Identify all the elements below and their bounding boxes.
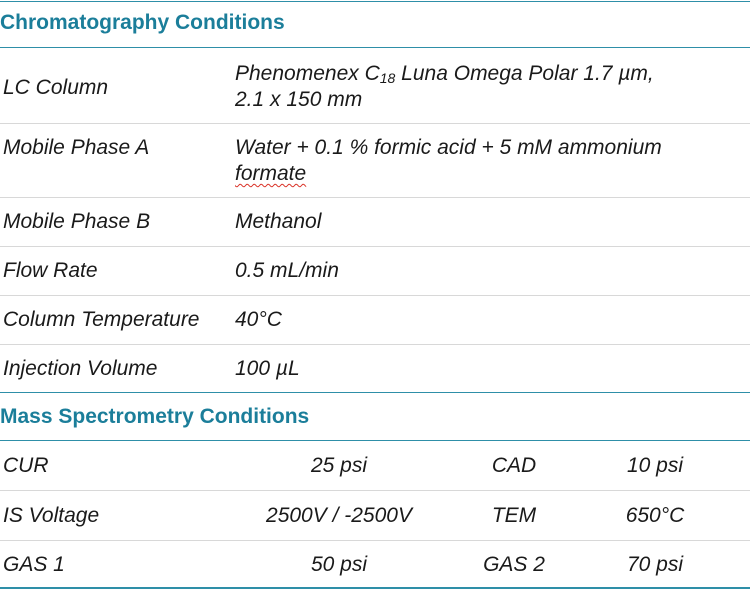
mass-spec-heading: Mass Spectrometry Conditions — [0, 405, 310, 428]
heading-rule — [0, 47, 750, 48]
chromatography-heading: Chromatography Conditions — [0, 11, 285, 34]
injection-volume-value: 100 µL — [235, 357, 300, 380]
mobile-phase-b-value: Methanol — [235, 210, 322, 233]
injection-volume-label: Injection Volume — [3, 357, 158, 380]
top-rule — [0, 1, 750, 2]
flow-rate-label: Flow Rate — [3, 259, 98, 282]
flow-rate-value: 0.5 mL/min — [235, 259, 339, 282]
tem-value: 650°C — [625, 504, 685, 527]
gas-1-label: GAS 1 — [3, 553, 65, 576]
mobile-phase-b-label: Mobile Phase B — [3, 210, 151, 233]
lc-column-value-line2: 2.1 x 150 mm — [235, 88, 363, 111]
row-divider — [0, 295, 750, 296]
cur-label: CUR — [3, 454, 49, 477]
cur-value: 25 psi — [310, 454, 368, 477]
lc-column-value-post: Luna Omega Polar 1.7 µm, — [395, 62, 654, 85]
bottom-rule — [0, 587, 750, 589]
row-divider — [0, 197, 750, 198]
is-voltage-value: 2500V / -2500V — [266, 504, 412, 527]
row-divider — [0, 540, 750, 541]
lc-column-value-pre: Phenomenex C — [235, 62, 380, 85]
column-temperature-label: Column Temperature — [3, 308, 200, 331]
lc-column-label: LC Column — [3, 76, 109, 99]
cad-label: CAD — [491, 454, 537, 477]
cad-value: 10 psi — [626, 454, 684, 477]
row-divider — [0, 246, 750, 247]
gas-2-value: 70 psi — [626, 553, 684, 576]
tem-label: TEM — [491, 504, 537, 527]
mobile-phase-a-value-line1: Water + 0.1 % formic acid + 5 mM ammonium — [235, 136, 662, 159]
row-divider — [0, 123, 750, 124]
mobile-phase-a-label: Mobile Phase A — [3, 136, 150, 159]
gas-2-label: GAS 2 — [483, 553, 545, 576]
row-divider — [0, 490, 750, 491]
column-temperature-value: 40°C — [235, 308, 282, 331]
lc-column-value-sub: 18 — [379, 70, 396, 86]
section-rule — [0, 392, 750, 393]
row-divider — [0, 344, 750, 345]
mobile-phase-a-value-line2: formate — [235, 162, 307, 185]
gas-1-value: 50 psi — [310, 553, 368, 576]
heading-rule — [0, 440, 750, 441]
is-voltage-label: IS Voltage — [3, 504, 100, 527]
